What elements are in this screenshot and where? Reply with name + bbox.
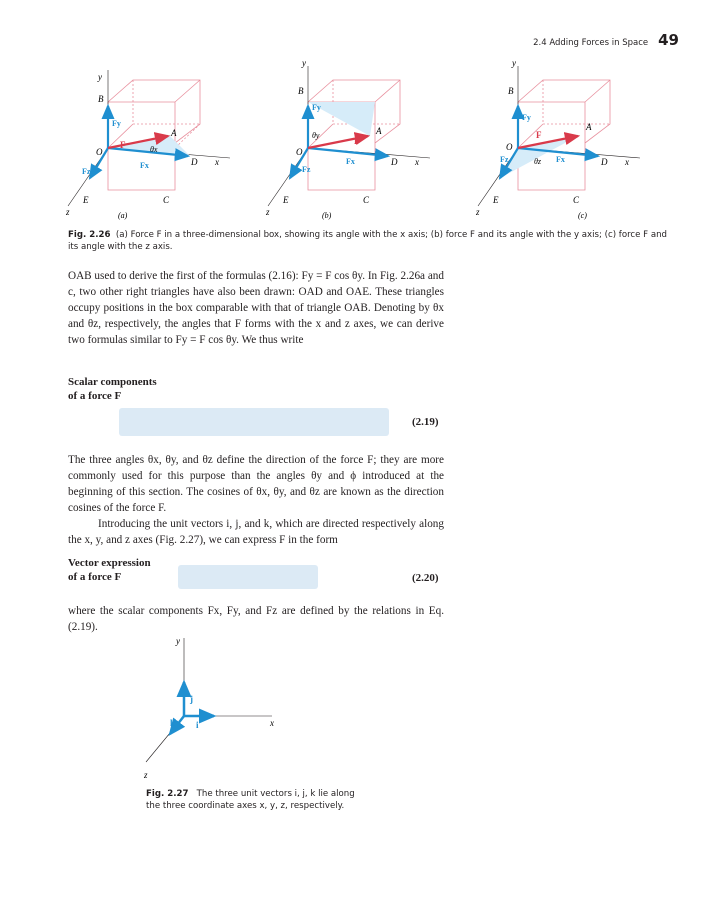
body-paragraph-2: The three angles θx, θy, and θz define the direction of the force F; they are more commonly used for this purpose than the angles θy and ϕ introduced at the beginning of this section. The cosines of θx, θy, and θz are known as the direction cosines of the force F. — [68, 454, 444, 514]
svg-text:(a): (a) — [118, 211, 128, 220]
svg-text:y: y — [512, 58, 516, 68]
svg-text:Fz: Fz — [82, 167, 91, 176]
svg-text:F: F — [536, 130, 542, 140]
svg-text:Fz: Fz — [500, 155, 509, 164]
svg-text:E: E — [493, 195, 499, 205]
svg-text:x: x — [625, 157, 629, 167]
svg-text:C: C — [163, 195, 170, 205]
svg-text:y: y — [176, 636, 180, 646]
svg-text:Fx: Fx — [346, 157, 355, 166]
caption-label-227: Fig. 2.27 — [146, 789, 189, 799]
svg-text:D: D — [601, 157, 608, 167]
svg-text:B: B — [508, 86, 514, 96]
svg-text:D: D — [391, 157, 398, 167]
svg-text:F: F — [120, 140, 126, 150]
sidehead-vector-expression: Vector expression of a force F — [68, 557, 151, 583]
svg-text:O: O — [296, 147, 303, 157]
svg-text:z: z — [476, 207, 480, 217]
svg-text:x: x — [270, 718, 274, 728]
page-number: 49 — [658, 31, 679, 49]
equation-2-20-box — [178, 565, 318, 589]
svg-text:x: x — [415, 157, 419, 167]
svg-text:z: z — [144, 770, 148, 780]
box-b — [308, 80, 400, 190]
svg-text:Fx: Fx — [140, 161, 149, 170]
svg-text:θz: θz — [534, 157, 542, 166]
panel-a — [65, 70, 230, 220]
svg-text:A: A — [376, 126, 382, 136]
svg-text:F: F — [354, 136, 360, 146]
svg-text:(b): (b) — [322, 211, 332, 220]
sidehead-scalar-components: Scalar components of a force F — [68, 376, 157, 402]
svg-text:A: A — [586, 122, 592, 132]
body-paragraph-1: OAB used to derive the first of the formulas (2.16): Fy = F cos θy. In Fig. 2.26a and c, two other right triangles have also been drawn: OAD and OAE. These triangles occupy positions in the box comparable with that of triangle OAB. Denoting by θx and θz, respectively, the angles that F forms with the x and z axes, we can derive two formulas similar to Fy = F cos θy. We thus write — [68, 270, 444, 346]
equation-2-20-number: (2.20) — [412, 572, 439, 584]
figure-2-26 — [60, 58, 660, 228]
equation-2-19-box — [119, 408, 389, 436]
panel-c — [475, 58, 640, 220]
svg-text:O: O — [96, 147, 103, 157]
svg-text:x: x — [215, 157, 219, 167]
svg-text:E: E — [283, 195, 289, 205]
svg-text:θx: θx — [150, 145, 158, 154]
svg-text:θy: θy — [312, 131, 320, 140]
figure-caption-2-26 — [68, 229, 668, 253]
svg-text:Fz: Fz — [302, 165, 311, 174]
svg-text:i: i — [196, 720, 199, 730]
svg-text:B: B — [98, 94, 104, 104]
svg-text:k: k — [170, 718, 176, 728]
svg-text:C: C — [363, 195, 370, 205]
svg-text:z: z — [266, 207, 270, 217]
figure-2-27 — [140, 632, 300, 782]
svg-text:y: y — [98, 72, 102, 82]
svg-text:E: E — [83, 195, 89, 205]
svg-text:z: z — [66, 207, 70, 217]
svg-text:D: D — [191, 157, 198, 167]
running-header — [533, 31, 679, 49]
svg-text:Fy: Fy — [312, 103, 321, 112]
svg-text:B: B — [298, 86, 304, 96]
panel-b — [265, 58, 430, 220]
svg-text:y: y — [302, 58, 306, 68]
figure-caption-2-27 — [146, 788, 361, 812]
svg-text:A: A — [171, 128, 177, 138]
svg-text:Fy: Fy — [112, 119, 121, 128]
box-c — [518, 80, 610, 190]
caption-text-227: The three unit vectors i, j, k lie along the three coordinate axes x, y, z, respectively. — [146, 789, 355, 811]
body-paragraph-3: Introducing the unit vectors i, j, and k, which are directed respectively along the x, y, and z axes (Fig. 2.27), we can express F in the form — [68, 518, 444, 546]
caption-text: (a) Force F in a three-dimensional box, showing its angle with the x axis; (b) force F and its angle with the y axis; (c) force F and its angle with the z axis. — [68, 230, 668, 252]
svg-text:(c): (c) — [578, 211, 587, 220]
svg-text:O: O — [506, 142, 513, 152]
svg-text:C: C — [573, 195, 580, 205]
equation-2-19-number: (2.19) — [412, 416, 439, 428]
body-paragraph-4: where the scalar components Fx, Fy, and Fz are defined by the relations in Eq. (2.19). — [68, 605, 444, 633]
svg-text:j: j — [190, 694, 193, 704]
vector-Fx-b — [308, 148, 388, 156]
svg-text:Fx: Fx — [556, 155, 565, 164]
section-title: 2.4 Adding Forces in Space — [533, 38, 649, 48]
svg-text:Fy: Fy — [522, 113, 531, 122]
caption-label: Fig. 2.26 — [68, 230, 111, 240]
box-a — [108, 80, 200, 190]
